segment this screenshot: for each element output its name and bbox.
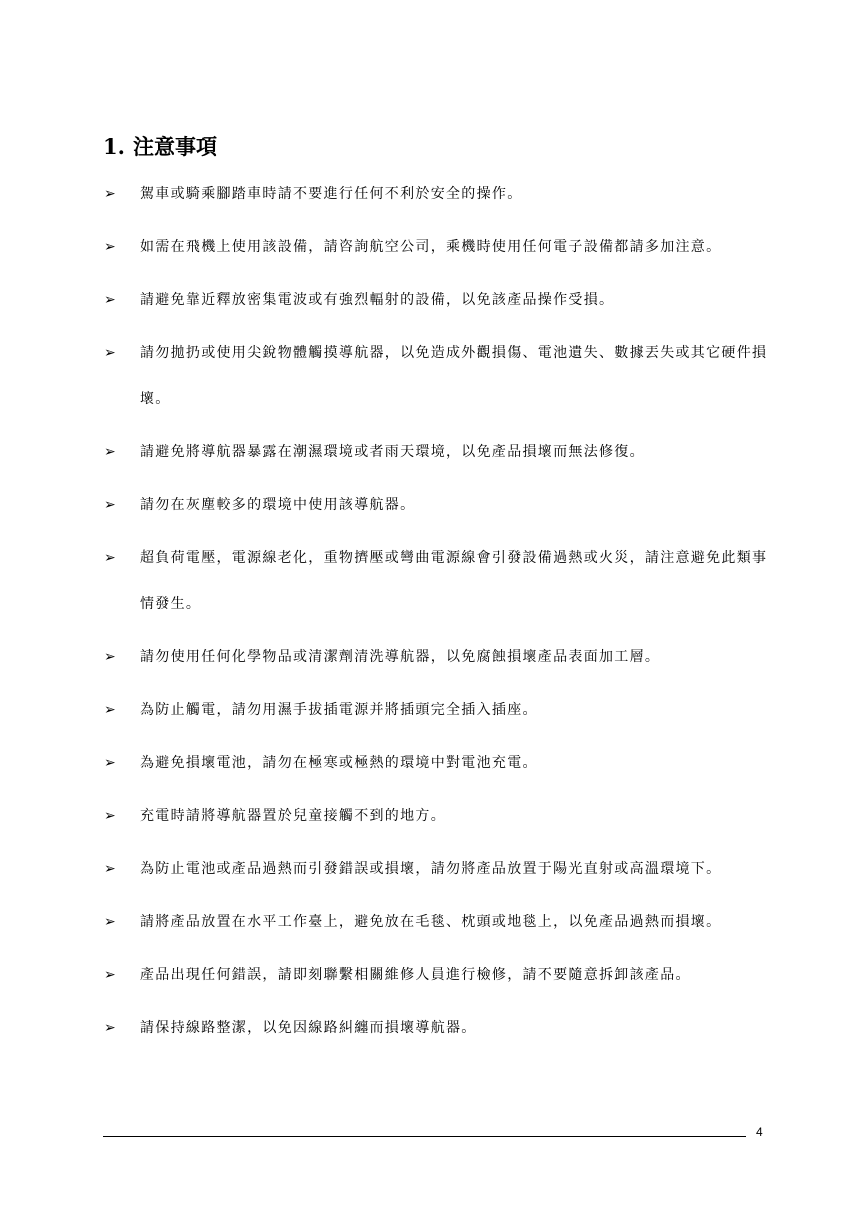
arrow-bullet-icon: ➢: [104, 497, 116, 513]
arrow-bullet-icon: ➢: [104, 292, 116, 308]
list-item-text: 請避免將導航器暴露在潮濕環境或者雨天環境，以免產品損壞而無法修復。: [140, 444, 645, 460]
precaution-list: [104, 178, 776, 1065]
list-item: [104, 747, 776, 786]
arrow-bullet-icon: ➢: [104, 444, 116, 460]
list-item: [104, 1012, 776, 1051]
list-item-text: 請勿拋扔或使用尖銳物體觸摸導航器，以免造成外觀損傷、電池遺失、數據丟失或其它硬件損壞。: [140, 345, 768, 407]
arrow-bullet-icon: ➢: [104, 914, 116, 930]
list-item: [104, 853, 776, 892]
list-item: [104, 284, 776, 323]
list-item: [104, 489, 776, 528]
list-item-text: 請將產品放置在水平工作臺上，避免放在毛毯、枕頭或地毯上，以免產品過熱而損壞。: [140, 914, 722, 930]
list-item-text: 超負荷電壓，電源線老化，重物擠壓或彎曲電源線會引發設備過熱或火災，請注意避免此類事情發生。: [140, 550, 768, 612]
list-item: [104, 337, 776, 422]
list-item-text: 請保持線路整潔，以免因線路糾纏而損壞導航器。: [140, 1020, 477, 1036]
list-item-text: 請勿在灰塵較多的環境中使用該導航器。: [140, 497, 416, 513]
list-item-text: 產品出現任何錯誤，請即刻聯繫相關維修人員進行檢修，請不要隨意拆卸該產品。: [140, 967, 691, 983]
arrow-bullet-icon: ➢: [104, 550, 116, 566]
list-item-text: 為防止觸電，請勿用濕手拔插電源并將插頭完全插入插座。: [140, 702, 538, 718]
list-item: [104, 800, 776, 839]
list-item-text: 充電時請將導航器置於兒童接觸不到的地方。: [140, 808, 446, 824]
section-heading: [103, 134, 217, 160]
list-item: [104, 436, 776, 475]
arrow-bullet-icon: ➢: [104, 967, 116, 983]
list-item-text: 為防止電池或產品過熱而引發錯誤或損壞，請勿將產品放置于陽光直射或高溫環境下。: [140, 861, 722, 877]
list-item-text: 駕車或騎乘腳踏車時請不要進行任何不利於安全的操作。: [140, 186, 523, 202]
list-item: [104, 906, 776, 945]
list-item-text: 為避免損壞電池，請勿在極寒或極熱的環境中對電池充電。: [140, 755, 538, 771]
list-item: [104, 231, 776, 270]
arrow-bullet-icon: ➢: [104, 1020, 116, 1036]
list-item: [104, 641, 776, 680]
list-item-text: 請避免靠近釋放密集電波或有強烈輻射的設備，以免該產品操作受損。: [140, 292, 615, 308]
list-item-text: 請勿使用任何化學物品或清潔劑清洗導航器，以免腐蝕損壞產品表面加工層。: [140, 649, 661, 665]
section-number: 1.: [103, 134, 125, 159]
arrow-bullet-icon: ➢: [104, 186, 116, 202]
list-item: [104, 542, 776, 627]
arrow-bullet-icon: ➢: [104, 861, 116, 877]
page-number: 4: [756, 1125, 763, 1139]
list-item: [104, 178, 776, 217]
arrow-bullet-icon: ➢: [104, 345, 116, 361]
list-item-text: 如需在飛機上使用該設備，請咨詢航空公司，乘機時使用任何電子設備都請多加注意。: [140, 239, 722, 255]
footer-divider: [103, 1136, 746, 1137]
list-item: [104, 694, 776, 733]
arrow-bullet-icon: ➢: [104, 702, 116, 718]
arrow-bullet-icon: ➢: [104, 239, 116, 255]
arrow-bullet-icon: ➢: [104, 649, 116, 665]
list-item: [104, 959, 776, 998]
arrow-bullet-icon: ➢: [104, 808, 116, 824]
arrow-bullet-icon: ➢: [104, 755, 116, 771]
section-title: 注意事項: [133, 134, 217, 159]
